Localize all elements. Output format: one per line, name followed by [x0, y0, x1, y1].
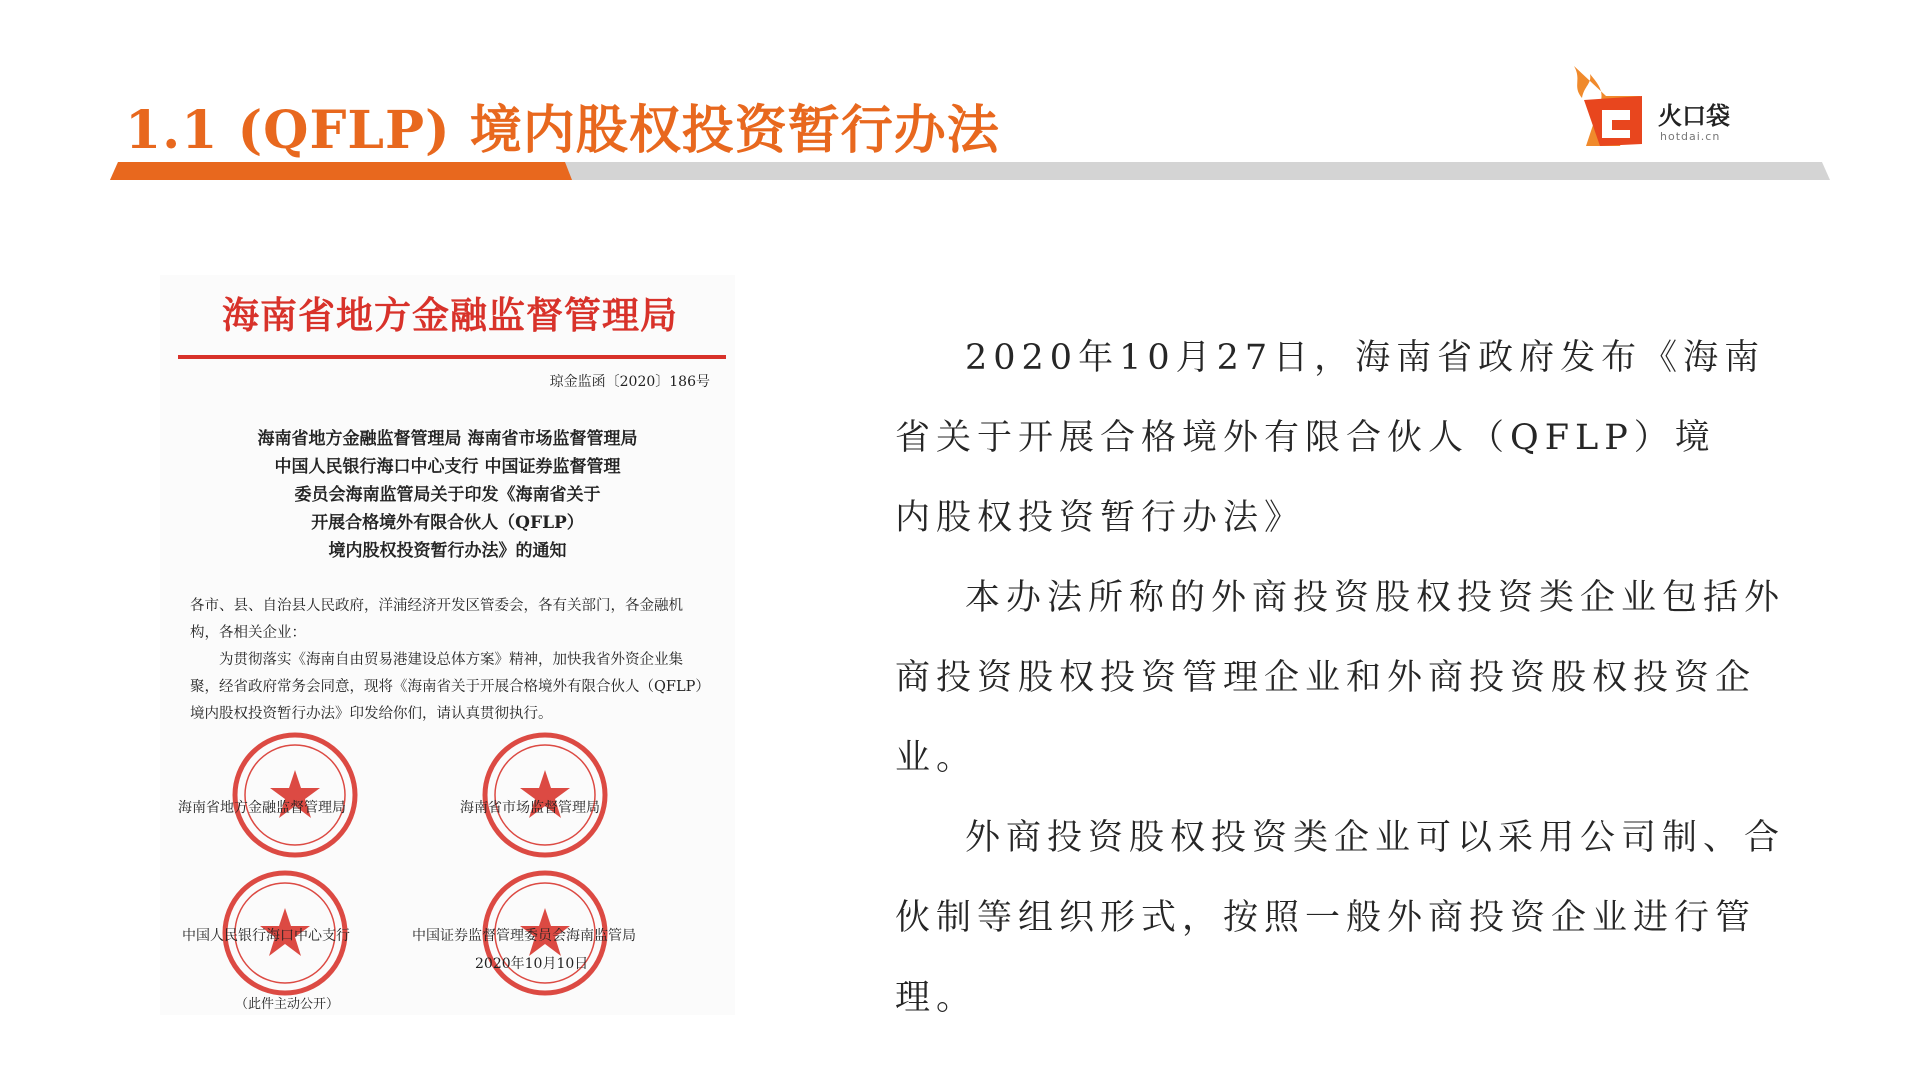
document-addressee: 各市、县、自治县人民政府，洋浦经济开发区管委会，各有关部门，各金融机构，各相关企业：	[190, 598, 683, 641]
logo-domain: hotdai.cn	[1660, 130, 1721, 143]
document-title-line: 委员会海南监管局关于印发《海南省关于	[294, 485, 601, 505]
document-number: 琼金监函〔2020〕186号	[549, 374, 710, 390]
official-seal-icon	[230, 730, 360, 860]
document-signer: 海南省市场监督管理局	[460, 800, 600, 816]
title-divider	[110, 162, 1830, 180]
document-title	[180, 425, 715, 565]
document-title-line: 中国人民银行海口中心支行 中国证券监督管理	[274, 457, 621, 477]
content-panel	[895, 318, 1795, 1038]
document-red-rule	[178, 355, 726, 359]
document-scan	[160, 275, 735, 1015]
document-note: （此件主动公开）	[235, 997, 340, 1012]
document-issuer-header: 海南省地方金融监督管理局	[222, 293, 678, 337]
slide-title: 1.1 (QFLP) 境内股权投资暂行办法	[125, 100, 1000, 161]
content-paragraph: 外商投资股权投资类企业可以采用公司制、合伙制等组织形式，按照一般外商投资企业进行管理。	[895, 818, 1786, 1018]
document-body	[190, 593, 710, 728]
document-signer: 中国人民银行海口中心支行	[182, 928, 350, 944]
content-line: 2020年10月27日，海南省政府发布《海南	[965, 338, 1766, 378]
official-seal-icon	[480, 730, 610, 860]
document-date: 2020年10月10日	[475, 956, 589, 972]
logo-name: 火口袋	[1658, 102, 1730, 130]
content-paragraph: 本办法所称的外商投资股权投资类企业包括外商投资股权投资管理企业和外商投资股权投资企业。	[895, 578, 1786, 778]
document-signer: 中国证券监督管理委员会海南监管局	[412, 928, 636, 944]
content-line: 内股权投资暂行办法》	[895, 498, 1306, 538]
document-title-line: 境内股权投资暂行办法》的通知	[328, 541, 567, 561]
content-line: 省关于开展合格境外有限合伙人（QFLP）境	[895, 418, 1716, 458]
document-signer: 海南省地方金融监督管理局	[178, 800, 346, 816]
document-title-line: 海南省地方金融监督管理局 海南省市场监督管理局	[257, 429, 638, 449]
document-paragraph: 为贯彻落实《海南自由贸易港建设总体方案》精神，加快我省外资企业集聚，经省政府常务会同意，现将《海南省关于开展合格境外有限合伙人（QFLP）境内股权投资暂行办法》印发给你们，请认真贯彻执行。	[190, 652, 710, 722]
document-title-line: 开展合格境外有限合伙人（QFLP）	[311, 513, 584, 533]
